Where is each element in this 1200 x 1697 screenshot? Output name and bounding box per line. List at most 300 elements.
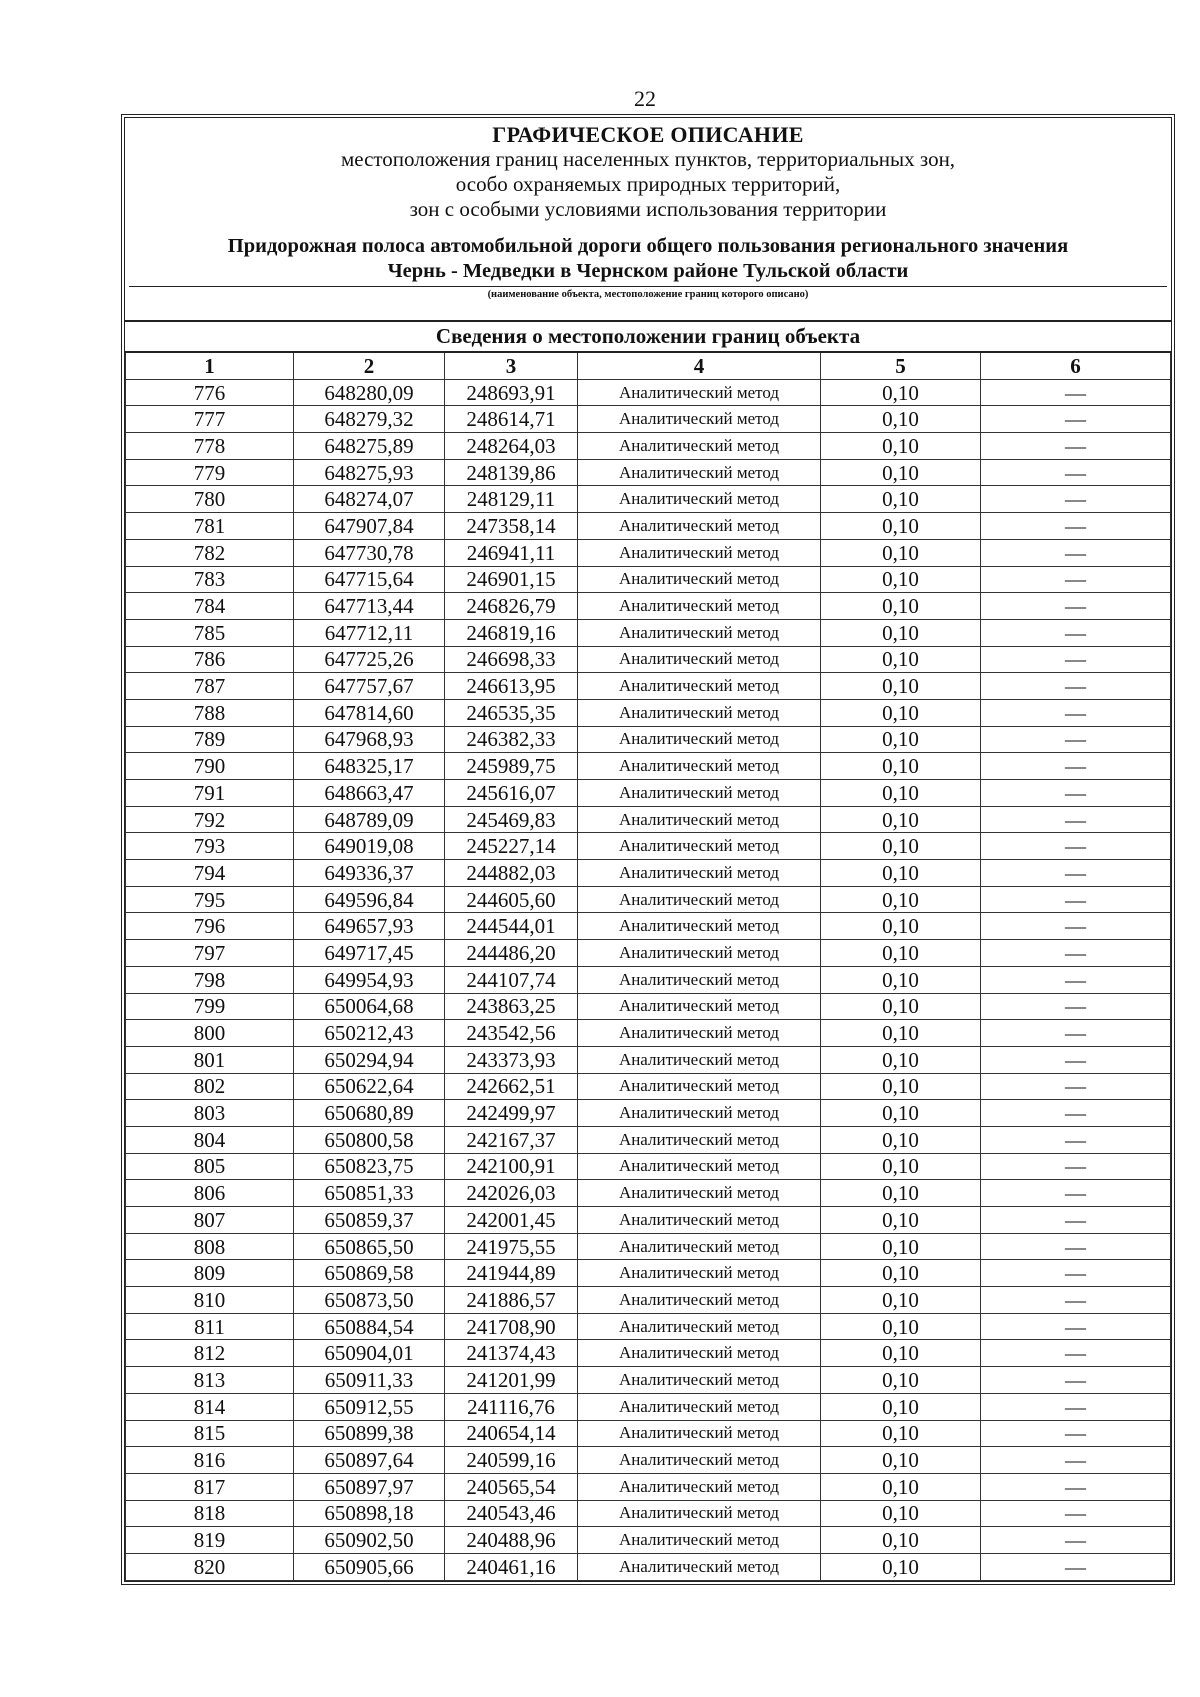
accuracy-cell: 0,10 [821, 459, 981, 486]
x-coordinate-cell: 648280,09 [294, 379, 445, 406]
y-coordinate-cell: 241975,55 [445, 1233, 578, 1260]
accuracy-cell: 0,10 [821, 1153, 981, 1180]
x-coordinate-cell: 650869,58 [294, 1260, 445, 1287]
x-coordinate-cell: 647730,78 [294, 539, 445, 566]
table-row [126, 1393, 1171, 1420]
y-coordinate-cell: 242001,45 [445, 1207, 578, 1234]
table-row [126, 486, 1171, 513]
x-coordinate-cell: 647757,67 [294, 673, 445, 700]
x-coordinate-cell: 650884,54 [294, 1313, 445, 1340]
accuracy-cell: 0,10 [821, 699, 981, 726]
x-coordinate-cell: 650064,68 [294, 993, 445, 1020]
x-coordinate-cell: 650899,38 [294, 1420, 445, 1447]
x-coordinate-cell: 647713,44 [294, 593, 445, 620]
document-title: ГРАФИЧЕСКОЕ ОПИСАНИЕ [492, 122, 804, 147]
accuracy-cell: 0,10 [821, 379, 981, 406]
table-row [126, 619, 1171, 646]
method-cell: Аналитический метод [578, 1420, 821, 1447]
method-cell: Аналитический метод [578, 1233, 821, 1260]
y-coordinate-cell: 244486,20 [445, 940, 578, 967]
x-coordinate-cell: 650911,33 [294, 1367, 445, 1394]
x-coordinate-cell: 650800,58 [294, 1126, 445, 1153]
method-cell: Аналитический метод [578, 753, 821, 780]
description-cell: — [981, 593, 1171, 620]
description-cell: — [981, 1473, 1171, 1500]
y-coordinate-cell: 248693,91 [445, 379, 578, 406]
object-name-line: Придорожная полоса автомобильной дороги общего пользования регионального значения [227, 235, 1069, 257]
y-coordinate-cell: 246698,33 [445, 646, 578, 673]
table-row [126, 1340, 1171, 1367]
accuracy-cell: 0,10 [821, 1393, 981, 1420]
method-cell: Аналитический метод [578, 1553, 821, 1580]
x-coordinate-cell: 649019,08 [294, 833, 445, 860]
accuracy-cell: 0,10 [821, 593, 981, 620]
point-number-cell: 788 [126, 699, 294, 726]
y-coordinate-cell: 242100,91 [445, 1153, 578, 1180]
accuracy-cell: 0,10 [821, 1100, 981, 1127]
y-coordinate-cell: 240599,16 [445, 1447, 578, 1474]
y-coordinate-cell: 240565,54 [445, 1473, 578, 1500]
table-row [126, 1527, 1171, 1554]
column-header: 3 [445, 352, 578, 379]
point-number-cell: 811 [126, 1313, 294, 1340]
y-coordinate-cell: 245616,07 [445, 780, 578, 807]
table-row [126, 1420, 1171, 1447]
point-number-cell: 815 [126, 1420, 294, 1447]
table-row [126, 1473, 1171, 1500]
description-cell: — [981, 913, 1171, 940]
accuracy-cell: 0,10 [821, 673, 981, 700]
y-coordinate-cell: 240461,16 [445, 1553, 578, 1580]
table-row [126, 966, 1171, 993]
table-row [126, 1367, 1171, 1394]
x-coordinate-cell: 649657,93 [294, 913, 445, 940]
accuracy-cell: 0,10 [821, 753, 981, 780]
description-cell: — [981, 1447, 1171, 1474]
description-cell: — [981, 1420, 1171, 1447]
table-row [126, 646, 1171, 673]
accuracy-cell: 0,10 [821, 1447, 981, 1474]
y-coordinate-cell: 246382,33 [445, 726, 578, 753]
table-row [126, 833, 1171, 860]
method-cell: Аналитический метод [578, 1527, 821, 1554]
accuracy-cell: 0,10 [821, 1420, 981, 1447]
accuracy-cell: 0,10 [821, 1073, 981, 1100]
table-row [126, 513, 1171, 540]
method-cell: Аналитический метод [578, 699, 821, 726]
table-body [126, 379, 1171, 1580]
x-coordinate-cell: 650905,66 [294, 1553, 445, 1580]
method-cell: Аналитический метод [578, 566, 821, 593]
accuracy-cell: 0,10 [821, 566, 981, 593]
table-row [126, 593, 1171, 620]
table-row [126, 1126, 1171, 1153]
y-coordinate-cell: 244544,01 [445, 913, 578, 940]
accuracy-cell: 0,10 [821, 486, 981, 513]
x-coordinate-cell: 647814,60 [294, 699, 445, 726]
x-coordinate-cell: 650865,50 [294, 1233, 445, 1260]
method-cell: Аналитический метод [578, 459, 821, 486]
description-cell: — [981, 726, 1171, 753]
y-coordinate-cell: 241944,89 [445, 1260, 578, 1287]
description-cell: — [981, 459, 1171, 486]
method-cell: Аналитический метод [578, 406, 821, 433]
y-coordinate-cell: 246901,15 [445, 566, 578, 593]
point-number-cell: 777 [126, 406, 294, 433]
column-header: 5 [821, 352, 981, 379]
description-cell: — [981, 940, 1171, 967]
accuracy-cell: 0,10 [821, 406, 981, 433]
x-coordinate-cell: 650897,97 [294, 1473, 445, 1500]
point-number-cell: 787 [126, 673, 294, 700]
accuracy-cell: 0,10 [821, 1233, 981, 1260]
point-number-cell: 781 [126, 513, 294, 540]
method-cell: Аналитический метод [578, 646, 821, 673]
table-row [126, 1207, 1171, 1234]
table-row [126, 913, 1171, 940]
description-cell: — [981, 1393, 1171, 1420]
accuracy-cell: 0,10 [821, 513, 981, 540]
y-coordinate-cell: 246819,16 [445, 619, 578, 646]
x-coordinate-cell: 650294,94 [294, 1046, 445, 1073]
description-cell: — [981, 699, 1171, 726]
x-coordinate-cell: 648325,17 [294, 753, 445, 780]
accuracy-cell: 0,10 [821, 1260, 981, 1287]
table-row [126, 379, 1171, 406]
x-coordinate-cell: 650902,50 [294, 1527, 445, 1554]
table-row [126, 1046, 1171, 1073]
point-number-cell: 814 [126, 1393, 294, 1420]
description-cell: — [981, 433, 1171, 460]
table-row [126, 1020, 1171, 1047]
point-number-cell: 800 [126, 1020, 294, 1047]
point-number-cell: 810 [126, 1287, 294, 1314]
x-coordinate-cell: 647715,64 [294, 566, 445, 593]
x-coordinate-cell: 650873,50 [294, 1287, 445, 1314]
x-coordinate-cell: 647712,11 [294, 619, 445, 646]
table-row [126, 1180, 1171, 1207]
object-name-line: Чернь - Медведки в Чернском районе Тульской области [387, 260, 909, 282]
accuracy-cell: 0,10 [821, 1500, 981, 1527]
y-coordinate-cell: 246941,11 [445, 539, 578, 566]
method-cell: Аналитический метод [578, 486, 821, 513]
point-number-cell: 782 [126, 539, 294, 566]
x-coordinate-cell: 650680,89 [294, 1100, 445, 1127]
column-header: 1 [126, 352, 294, 379]
method-cell: Аналитический метод [578, 1447, 821, 1474]
y-coordinate-cell: 240543,46 [445, 1500, 578, 1527]
description-cell: — [981, 1367, 1171, 1394]
point-number-cell: 805 [126, 1153, 294, 1180]
table-row [126, 806, 1171, 833]
table-row [126, 780, 1171, 807]
y-coordinate-cell: 245227,14 [445, 833, 578, 860]
document-header [125, 118, 1171, 320]
point-number-cell: 816 [126, 1447, 294, 1474]
point-number-cell: 790 [126, 753, 294, 780]
accuracy-cell: 0,10 [821, 1367, 981, 1394]
x-coordinate-cell: 650622,64 [294, 1073, 445, 1100]
point-number-cell: 819 [126, 1527, 294, 1554]
accuracy-cell: 0,10 [821, 539, 981, 566]
y-coordinate-cell: 248264,03 [445, 433, 578, 460]
x-coordinate-cell: 647907,84 [294, 513, 445, 540]
point-number-cell: 792 [126, 806, 294, 833]
y-coordinate-cell: 247358,14 [445, 513, 578, 540]
description-cell: — [981, 406, 1171, 433]
accuracy-cell: 0,10 [821, 1340, 981, 1367]
x-coordinate-cell: 649954,93 [294, 966, 445, 993]
point-number-cell: 806 [126, 1180, 294, 1207]
y-coordinate-cell: 240654,14 [445, 1420, 578, 1447]
table-row [126, 753, 1171, 780]
point-number-cell: 786 [126, 646, 294, 673]
accuracy-cell: 0,10 [821, 1553, 981, 1580]
method-cell: Аналитический метод [578, 833, 821, 860]
accuracy-cell: 0,10 [821, 833, 981, 860]
y-coordinate-cell: 243542,56 [445, 1020, 578, 1047]
description-cell: — [981, 1180, 1171, 1207]
x-coordinate-cell: 649596,84 [294, 886, 445, 913]
accuracy-cell: 0,10 [821, 726, 981, 753]
method-cell: Аналитический метод [578, 673, 821, 700]
method-cell: Аналитический метод [578, 1260, 821, 1287]
description-cell: — [981, 1020, 1171, 1047]
point-number-cell: 784 [126, 593, 294, 620]
table-row [126, 1153, 1171, 1180]
accuracy-cell: 0,10 [821, 940, 981, 967]
x-coordinate-cell: 649336,37 [294, 860, 445, 887]
table-row [126, 1233, 1171, 1260]
method-cell: Аналитический метод [578, 780, 821, 807]
description-cell: — [981, 619, 1171, 646]
table-row [126, 1313, 1171, 1340]
accuracy-cell: 0,10 [821, 1020, 981, 1047]
point-number-cell: 776 [126, 379, 294, 406]
point-number-cell: 796 [126, 913, 294, 940]
x-coordinate-cell: 650859,37 [294, 1207, 445, 1234]
table-row [126, 433, 1171, 460]
method-cell: Аналитический метод [578, 539, 821, 566]
method-cell: Аналитический метод [578, 993, 821, 1020]
description-cell: — [981, 1153, 1171, 1180]
x-coordinate-cell: 648663,47 [294, 780, 445, 807]
table-row [126, 940, 1171, 967]
description-cell: — [981, 486, 1171, 513]
subtitle-line: зон с особыми условиями использования территории [409, 197, 887, 221]
point-number-cell: 793 [126, 833, 294, 860]
method-cell: Аналитический метод [578, 1367, 821, 1394]
coordinates-table [125, 351, 1171, 1581]
description-cell: — [981, 993, 1171, 1020]
method-cell: Аналитический метод [578, 806, 821, 833]
method-cell: Аналитический метод [578, 966, 821, 993]
point-number-cell: 791 [126, 780, 294, 807]
accuracy-cell: 0,10 [821, 1126, 981, 1153]
x-coordinate-cell: 650912,55 [294, 1393, 445, 1420]
point-number-cell: 812 [126, 1340, 294, 1367]
accuracy-cell: 0,10 [821, 433, 981, 460]
x-coordinate-cell: 650212,43 [294, 1020, 445, 1047]
description-cell: — [981, 1046, 1171, 1073]
table-row [126, 860, 1171, 887]
accuracy-cell: 0,10 [821, 806, 981, 833]
column-header: 4 [578, 352, 821, 379]
y-coordinate-cell: 241201,99 [445, 1367, 578, 1394]
y-coordinate-cell: 246535,35 [445, 699, 578, 726]
description-cell: — [981, 1233, 1171, 1260]
y-coordinate-cell: 242167,37 [445, 1126, 578, 1153]
y-coordinate-cell: 248139,86 [445, 459, 578, 486]
accuracy-cell: 0,10 [821, 619, 981, 646]
description-cell: — [981, 566, 1171, 593]
x-coordinate-cell: 648275,89 [294, 433, 445, 460]
page-number: 22 [634, 86, 656, 111]
method-cell: Аналитический метод [578, 379, 821, 406]
description-cell: — [981, 1073, 1171, 1100]
x-coordinate-cell: 650897,64 [294, 1447, 445, 1474]
method-cell: Аналитический метод [578, 619, 821, 646]
description-cell: — [981, 539, 1171, 566]
x-coordinate-cell: 648275,93 [294, 459, 445, 486]
x-coordinate-cell: 650851,33 [294, 1180, 445, 1207]
description-cell: — [981, 1100, 1171, 1127]
method-cell: Аналитический метод [578, 1207, 821, 1234]
table-row [126, 1100, 1171, 1127]
column-header: 2 [294, 352, 445, 379]
method-cell: Аналитический метод [578, 1073, 821, 1100]
point-number-cell: 804 [126, 1126, 294, 1153]
y-coordinate-cell: 248614,71 [445, 406, 578, 433]
method-cell: Аналитический метод [578, 1153, 821, 1180]
point-number-cell: 795 [126, 886, 294, 913]
method-cell: Аналитический метод [578, 1180, 821, 1207]
description-cell: — [981, 379, 1171, 406]
method-cell: Аналитический метод [578, 1046, 821, 1073]
subtitle-line: особо охраняемых природных территорий, [455, 172, 841, 196]
x-coordinate-cell: 648274,07 [294, 486, 445, 513]
accuracy-cell: 0,10 [821, 993, 981, 1020]
method-cell: Аналитический метод [578, 726, 821, 753]
description-cell: — [981, 1553, 1171, 1580]
method-cell: Аналитический метод [578, 886, 821, 913]
description-cell: — [981, 753, 1171, 780]
description-cell: — [981, 646, 1171, 673]
method-cell: Аналитический метод [578, 1287, 821, 1314]
table-row [126, 566, 1171, 593]
point-number-cell: 785 [126, 619, 294, 646]
point-number-cell: 813 [126, 1367, 294, 1394]
accuracy-cell: 0,10 [821, 646, 981, 673]
x-coordinate-cell: 647968,93 [294, 726, 445, 753]
accuracy-cell: 0,10 [821, 913, 981, 940]
accuracy-cell: 0,10 [821, 1180, 981, 1207]
description-cell: — [981, 1260, 1171, 1287]
point-number-cell: 780 [126, 486, 294, 513]
point-number-cell: 808 [126, 1233, 294, 1260]
point-number-cell: 778 [126, 433, 294, 460]
column-header: 6 [981, 352, 1171, 379]
method-cell: Аналитический метод [578, 593, 821, 620]
method-cell: Аналитический метод [578, 913, 821, 940]
description-cell: — [981, 1313, 1171, 1340]
table-row [126, 406, 1171, 433]
method-cell: Аналитический метод [578, 1500, 821, 1527]
y-coordinate-cell: 246613,95 [445, 673, 578, 700]
y-coordinate-cell: 243373,93 [445, 1046, 578, 1073]
method-cell: Аналитический метод [578, 1340, 821, 1367]
point-number-cell: 779 [126, 459, 294, 486]
method-cell: Аналитический метод [578, 860, 821, 887]
x-coordinate-cell: 650898,18 [294, 1500, 445, 1527]
accuracy-cell: 0,10 [821, 1313, 981, 1340]
x-coordinate-cell: 647725,26 [294, 646, 445, 673]
y-coordinate-cell: 245989,75 [445, 753, 578, 780]
description-cell: — [981, 886, 1171, 913]
accuracy-cell: 0,10 [821, 1527, 981, 1554]
table-row [126, 726, 1171, 753]
x-coordinate-cell: 650904,01 [294, 1340, 445, 1367]
method-cell: Аналитический метод [578, 1313, 821, 1340]
table-row [126, 1500, 1171, 1527]
y-coordinate-cell: 248129,11 [445, 486, 578, 513]
point-number-cell: 798 [126, 966, 294, 993]
method-cell: Аналитический метод [578, 1020, 821, 1047]
y-coordinate-cell: 240488,96 [445, 1527, 578, 1554]
description-cell: — [981, 860, 1171, 887]
object-name-underline [129, 286, 1167, 287]
point-number-cell: 801 [126, 1046, 294, 1073]
method-cell: Аналитический метод [578, 1473, 821, 1500]
method-cell: Аналитический метод [578, 1393, 821, 1420]
y-coordinate-cell: 244605,60 [445, 886, 578, 913]
y-coordinate-cell: 242662,51 [445, 1073, 578, 1100]
table-row [126, 1553, 1171, 1580]
point-number-cell: 789 [126, 726, 294, 753]
description-cell: — [981, 966, 1171, 993]
point-number-cell: 818 [126, 1500, 294, 1527]
description-cell: — [981, 673, 1171, 700]
method-cell: Аналитический метод [578, 940, 821, 967]
description-cell: — [981, 1126, 1171, 1153]
x-coordinate-cell: 649717,45 [294, 940, 445, 967]
point-number-cell: 802 [126, 1073, 294, 1100]
subtitle-line: местоположения границ населенных пунктов, территориальных зон, [340, 147, 956, 171]
point-number-cell: 797 [126, 940, 294, 967]
table-row [126, 886, 1171, 913]
y-coordinate-cell: 246826,79 [445, 593, 578, 620]
object-name [125, 234, 1171, 284]
accuracy-cell: 0,10 [821, 966, 981, 993]
accuracy-cell: 0,10 [821, 1207, 981, 1234]
point-number-cell: 803 [126, 1100, 294, 1127]
description-cell: — [981, 1287, 1171, 1314]
description-cell: — [981, 1207, 1171, 1234]
y-coordinate-cell: 245469,83 [445, 806, 578, 833]
table-row [126, 539, 1171, 566]
x-coordinate-cell: 650823,75 [294, 1153, 445, 1180]
point-number-cell: 807 [126, 1207, 294, 1234]
description-cell: — [981, 806, 1171, 833]
y-coordinate-cell: 243863,25 [445, 993, 578, 1020]
description-cell: — [981, 780, 1171, 807]
point-number-cell: 783 [126, 566, 294, 593]
point-number-cell: 799 [126, 993, 294, 1020]
y-coordinate-cell: 241374,43 [445, 1340, 578, 1367]
point-number-cell: 809 [126, 1260, 294, 1287]
method-cell: Аналитический метод [578, 1126, 821, 1153]
table-row [126, 699, 1171, 726]
